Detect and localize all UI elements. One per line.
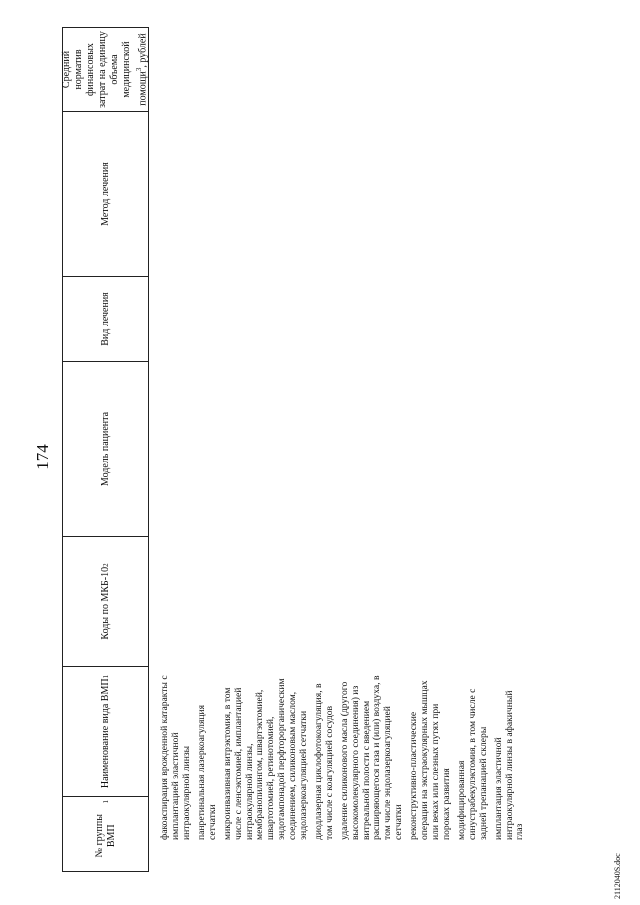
header-icd-codes-text: Коды по МКБ-10 — [99, 566, 111, 640]
methods-simple — [159, 120, 526, 840]
header-icd-codes-sup: 2 — [101, 563, 110, 567]
header-vmp-name-sup: 1 — [101, 674, 110, 679]
method-item: модифицированная синустрабекулэктомия, в том числе с задней трепанацией склеры — [455, 688, 489, 840]
method-item: имплантация эластичной интраокулярной линзы в афакичный глаз — [492, 690, 526, 840]
method-item: микроинвазивная витрэктомия, в том числе с ленсэктомией, имплантацией интраокулярной линзы, мембранопилингом, швартэктомией, швартотомией, ретинотомией, эндотампонадой перфторорганическим соединением, силиконовым маслом, эндолазеркоагуляцией сетчатки — [221, 678, 309, 840]
header-financial-norm-text: Средний норматив финансовых затрат на единицу объема медицинской помощи — [61, 31, 149, 108]
methods-list — [159, 675, 526, 840]
method-item: диодлазерная циклофотокоагуляция, в том числе с коагуляцией сосудов — [312, 683, 335, 840]
header-group-number-sup: 1 — [101, 800, 110, 804]
header-group-number-text: № группы ВМП — [93, 814, 117, 858]
methods-simple-inner — [159, 120, 526, 840]
method-item: удаление силиконового масла (другого высокомолекулярного соединения) из витреальной полости с введением расширяющегося газа и (или) воздуха, в том числе эндолазеркоагуляцией сетчатки — [338, 675, 404, 840]
method-item: панретинальная лазеркоагуляция сетчатки — [195, 704, 218, 840]
header-treatment-method-text: Метод лечения — [99, 162, 111, 226]
page-number: 174 — [33, 444, 52, 470]
method-item: факоаспирация врожденной катаракты с имплантацией эластичной интраокулярной линзы — [159, 675, 192, 840]
header-financial-norm-sup: 3 — [135, 67, 144, 72]
footer-doc-name: 2112040S.doc — [613, 853, 622, 899]
header-patient-model-text: Модель пациента — [99, 411, 111, 487]
method-item: реконструктивно-пластические операции на экстраокулярных мышцах или веках или слезных путях при пороках развития — [408, 680, 452, 840]
methods-flow — [159, 120, 526, 840]
header-financial-norm-suffix: , рублей — [137, 33, 149, 68]
header-vmp-name-text: Наименование вида ВМП — [99, 678, 111, 789]
header-treatment-type-text: Вид лечения — [99, 292, 111, 346]
